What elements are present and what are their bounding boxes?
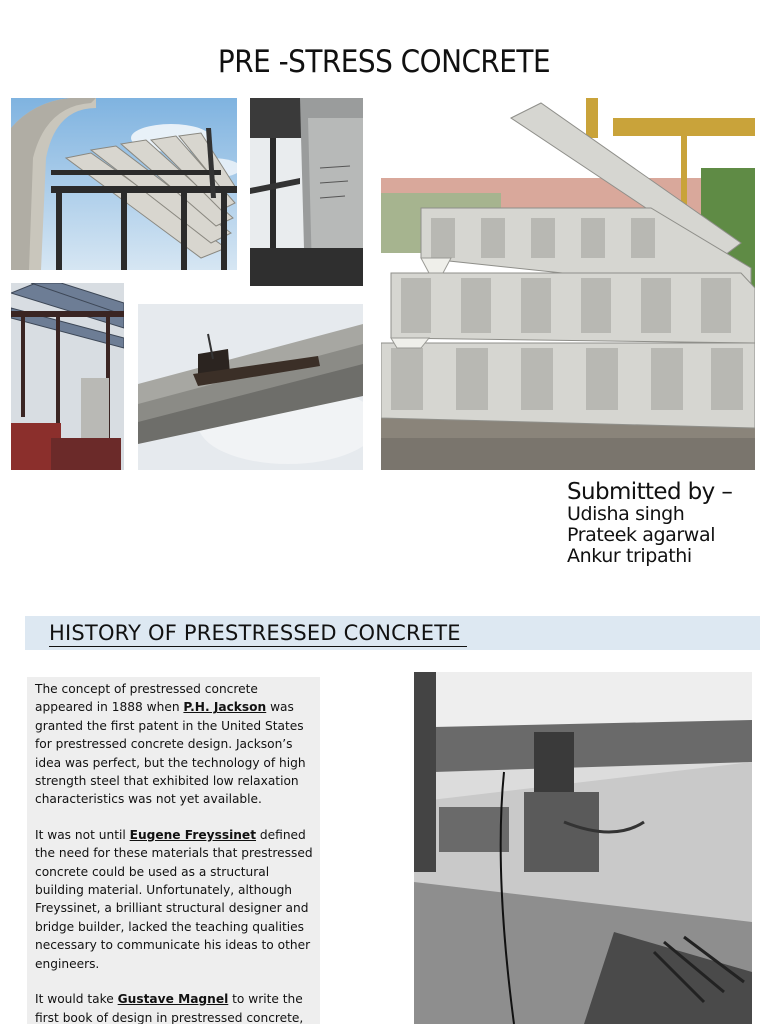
photo-historic-prestressing [414, 672, 752, 1024]
submitted-heading: Submitted by – [567, 479, 733, 505]
photo-girder-closeup [250, 98, 363, 286]
name-magnel: Gustave Magnel [117, 992, 229, 1007]
member-name: Prateek agarwal [567, 524, 716, 547]
name-jackson: P.H. Jackson [183, 700, 267, 715]
page-title: PRE -STRESS CONCRETE [217, 44, 551, 80]
history-paragraph-1: The concept of prestressed concrete appeared in 1888 when P.H. Jackson was granted the first patent in the United States for prestressed concrete design. Jackson’s idea was perfect, but the technology of high strength steel that exhibited low relaxation characteristics was not yet available. [35, 682, 306, 807]
photo-stacked-beams [381, 98, 755, 470]
history-text-box [27, 677, 320, 1024]
photo-girder-lift [138, 304, 363, 470]
photo-viaduct-pier [11, 283, 124, 470]
member-name: Udisha singh [567, 503, 685, 526]
photo-bridge-gantry [11, 98, 237, 270]
history-paragraph-2: It was not until Eugene Freyssinet defined the need for these materials that prestressed concrete could be used as a structural building material. Unfortunately, although Freyssinet, a brilliant structural designer and bridge builder, lacked the teaching qualities necessary to communicate his ideas to other engineers. [35, 827, 313, 971]
history-header-bar [25, 616, 760, 650]
history-title: HISTORY OF PRESTRESSED CONCRETE [49, 620, 467, 647]
member-name: Ankur tripathi [567, 545, 692, 568]
name-freyssinet: Eugene Freyssinet [129, 827, 257, 842]
history-paragraph-3: It would take Gustave Magnel to write the first book of design in prestressed concrete, [35, 992, 304, 1024]
submitted-block [567, 480, 732, 567]
